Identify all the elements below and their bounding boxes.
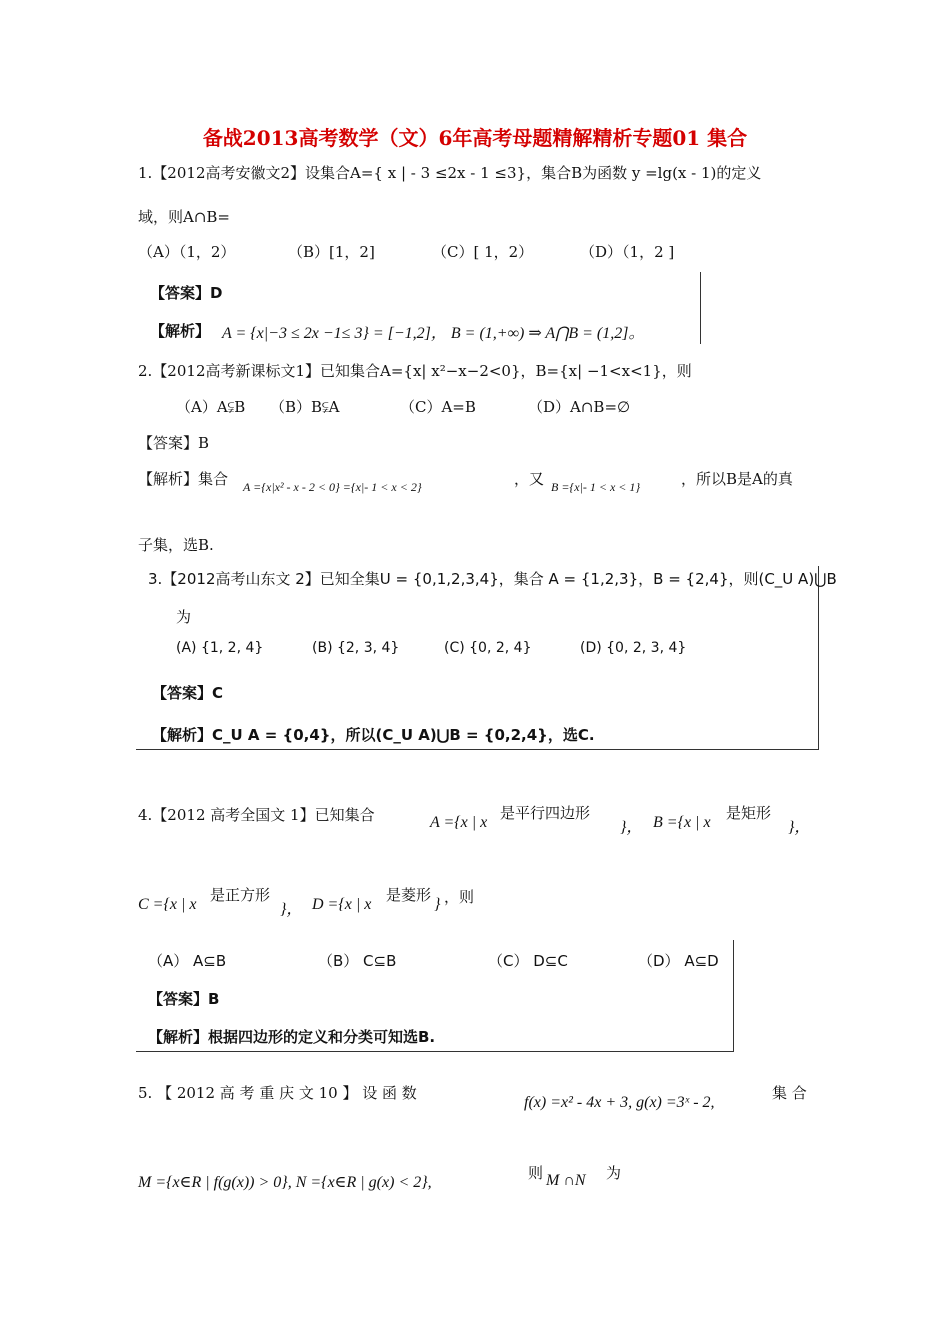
- q2-analysis-end: ，所以B是A的真: [681, 470, 793, 488]
- q4-set-d-desc: 是菱形: [386, 886, 432, 904]
- q2-analysis-mid: ，又: [514, 470, 545, 488]
- q3-option-b: (B) {2, 3, 4}: [312, 640, 400, 656]
- q4-option-c: （C） D⊆C: [488, 952, 568, 970]
- q4-set-d: D ={x | x: [312, 896, 372, 913]
- q2-analysis-cont: 子集，选B.: [138, 536, 214, 554]
- q1-option-a: （A）（1，2）: [138, 243, 236, 261]
- q3-option-d: (D) {0, 2, 3, 4}: [580, 640, 687, 656]
- q3-box-bottom: [136, 749, 819, 750]
- q4-set-a: A ={x | x: [430, 814, 488, 831]
- q1-answer: 【答案】D: [150, 284, 223, 302]
- q4-set-c: C ={x | x: [138, 896, 197, 913]
- q2-option-a: （A）A⫋B: [176, 398, 246, 416]
- q4-box-right: [733, 940, 734, 1052]
- q2-option-b: （B）B⫋A: [270, 398, 340, 416]
- q1-box-border: [700, 272, 701, 344]
- q2-option-c: （C）A=B: [400, 398, 476, 416]
- q5-then: 则: [528, 1164, 544, 1182]
- q1-option-c: （C）[ 1，2）: [432, 243, 534, 261]
- q5-intersection: M ∩N: [546, 1172, 586, 1189]
- q3-stem: 3.【2012高考山东文 2】已知全集U = {0,1,2,3,4}，集合 A = {1,2,3}，B = {2,4}，则(C_U A)⋃B: [148, 570, 837, 588]
- q2-stem: 2.【2012高考新课标文1】已知集合A={x| x²−x−2<0}，B={x| −1<x<1}，则: [138, 362, 692, 380]
- q5-stem: 5. 【 2012 高 考 重 庆 文 10 】 设 函 数: [138, 1084, 417, 1102]
- q4-set-a-close: }，: [620, 819, 643, 836]
- q4-then: ，则: [444, 888, 475, 906]
- q2-option-d: （D）A∩B=∅: [528, 398, 631, 416]
- q1-analysis: A = {x|−3 ≤ 2x −1≤ 3} = [−1,2]， B = (1,+∞) ⇒ A⋂B = (1,2]。: [222, 325, 645, 342]
- q3-option-c: (C) {0, 2, 4}: [444, 640, 532, 656]
- q2-analysis-label: 【解析】集合: [138, 470, 229, 488]
- q4-set-c-desc: 是正方形: [210, 886, 271, 904]
- q1-stem: 1.【2012高考安徽文2】设集合A={ x | - 3 ≤2x - 1 ≤3}，集合B为函数 y =lg(x - 1)的定义: [138, 164, 762, 182]
- q2-analysis-set-a: A ={x|x² - x - 2 < 0} ={x|- 1 < x < 2}: [243, 480, 422, 494]
- q2-answer: 【答案】B: [138, 434, 210, 452]
- q4-answer: 【答案】B: [148, 990, 220, 1008]
- q1-stem-cont: 域，则A∩B=: [138, 208, 230, 226]
- q5-sets: M ={x∈R | f(g(x)) > 0}, N ={x∈R | g(x) < 2},: [138, 1174, 432, 1191]
- q3-box-right: [818, 566, 819, 750]
- q4-stem: 4.【2012 高考全国文 1】已知集合: [138, 806, 375, 824]
- q5-wei: 为: [606, 1164, 622, 1182]
- q4-set-b-desc: 是矩形: [726, 804, 772, 822]
- q4-box-bottom: [136, 1051, 734, 1052]
- page-title: 备战2013高考数学（文）6年高考母题精解精析专题01 集合: [202, 126, 748, 150]
- q5-set-word: 集 合: [772, 1084, 807, 1102]
- q3-option-a: (A) {1, 2, 4}: [176, 640, 264, 656]
- q4-set-a-desc: 是平行四边形: [500, 804, 591, 822]
- q3-analysis: 【解析】C_U A = {0,4}，所以(C_U A)⋃B = {0,2,4}，选C.: [152, 726, 595, 744]
- q4-analysis: 【解析】根据四边形的定义和分类可知选B.: [148, 1028, 436, 1046]
- q1-option-b: （B）[1，2]: [288, 243, 375, 261]
- q4-set-b-close: }，: [788, 819, 811, 836]
- q3-stem-cont: 为: [176, 608, 192, 626]
- q4-set-c-close: }，: [280, 901, 303, 918]
- q3-answer: 【答案】C: [152, 684, 224, 702]
- q4-option-a: （A） A⊆B: [148, 952, 227, 970]
- q4-set-b: B ={x | x: [653, 814, 711, 831]
- q1-analysis-label: 【解析】: [150, 322, 211, 340]
- q4-option-d: （D） A⊆D: [638, 952, 719, 970]
- q2-analysis-set-b: B ={x|- 1 < x < 1}: [551, 480, 641, 494]
- q1-option-d: （D）（1，2 ]: [580, 243, 675, 261]
- q4-option-b: （B） C⊆B: [318, 952, 397, 970]
- q5-functions: f(x) =x² - 4x + 3, g(x) =3ˣ - 2,: [524, 1094, 715, 1111]
- q4-set-d-close: }: [434, 896, 441, 913]
